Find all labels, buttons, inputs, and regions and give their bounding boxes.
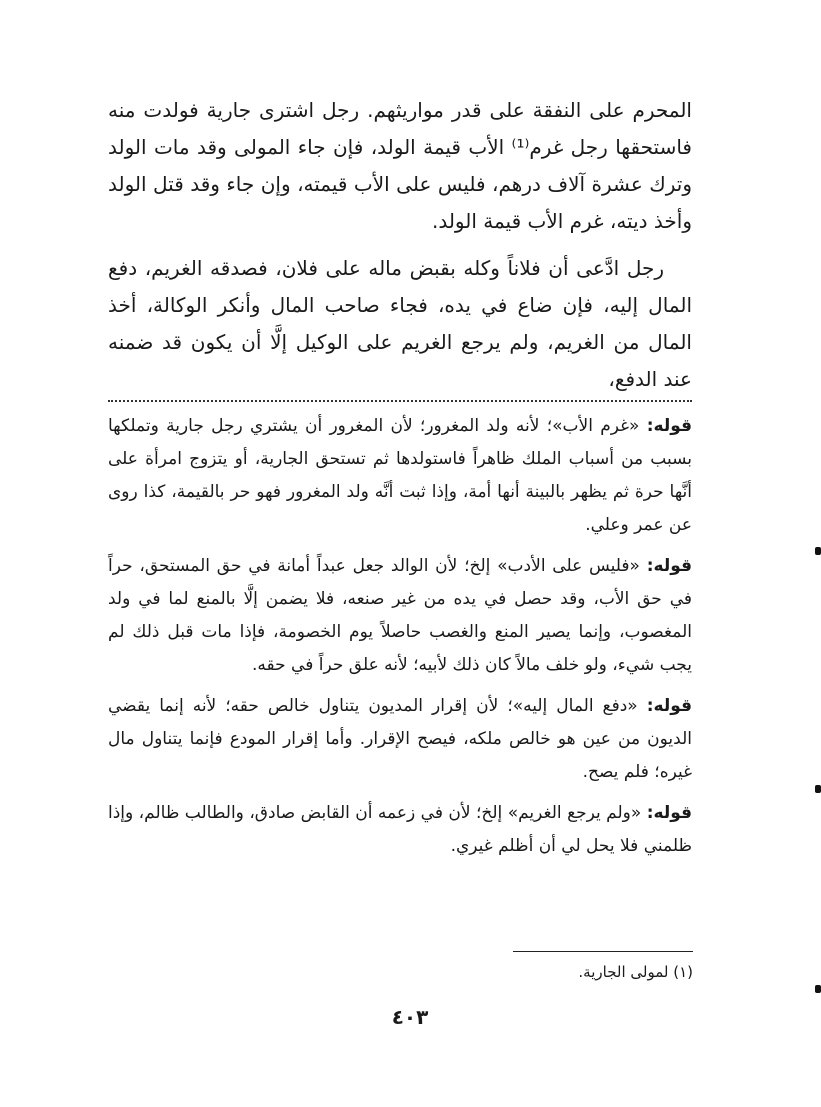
commentary-text: «ولم يرجع الغريم» إلخ؛ لأن في زعمه أن القابض صادق، والطالب ظالم، وإذا ظلمني فلا يحل لي أن أظلم غيري.	[108, 803, 692, 856]
main-paragraph-2: رجل ادَّعى أن فلاناً وكله بقبض ماله على فلان، فصدقه الغريم، دفع المال إليه، فإن ضاع في يده، فجاء صاحب المال وأنكر الوكالة، أخذ المال من الغريم، ولم يرجع الغريم على الوكيل إلَّا أن يكون قد ضمنه عند الدفع،	[108, 256, 692, 391]
commentary-label: قوله:	[646, 696, 692, 716]
commentary-text: «فليس على الأدب» إلخ؛ لأن الوالد جعل عبداً أمانة في حق المستحق، حراً في حق الأب، وقد حصل في يده من غير صنعه، فلا يضمن إلَّا بالمنع لما في ولد المغصوب، وإنما يصير المنع والغصب حاصلاً يوم الخصومة، فإذا مات قبل ذلك لم يجب شيء، ولو خلف مالاً كان ذلك لأبيه؛ لأنه علق حراً في حقه.	[108, 556, 692, 675]
commentary-label: قوله:	[646, 556, 693, 576]
main-paragraph-1: المحرم على النفقة على قدر مواريثهم. رجل اشترى جارية فولدت منه فاستحقها رجل غرم⁽¹⁾ الأب قيمة الولد، فإن جاء المولى وقد مات الولد وترك عشرة آلاف درهم، فليس على الأب قيمته، وإن جاء وقد قتل الولد وأخذ ديته، غرم الأب قيمة الولد.	[108, 98, 692, 233]
commentary-paragraph-3	[108, 690, 692, 789]
dotted-separator	[108, 400, 692, 402]
scan-edge-mark	[815, 985, 821, 993]
commentary-text: «غرم الأب»؛ لأنه ولد المغرور؛ لأن المغرور أن يشتري رجل جارية وتملكها بسبب من أسباب الملك ظاهراً فاستولدها ثم تستحق الجارية، أو يتزوج امرأة على أنَّها حرة ثم يظهر بالبينة أنها أمة، وإذا ثبت أنَّه ولد المغرور فهو حر بالقيمة، كذا روى عن عمر وعلي.	[108, 416, 692, 535]
commentary-paragraph-2	[108, 550, 692, 682]
page-number: ٤٠٣	[391, 1005, 429, 1029]
scan-edge-mark	[815, 547, 821, 555]
commentary-paragraph-1	[108, 410, 692, 542]
main-text	[108, 92, 692, 408]
scan-edge-mark	[815, 785, 821, 793]
commentary-text: «دفع المال إليه»؛ لأن إقرار المديون يتناول خالص حقه؛ لأنه إنما يقضي الديون من عين هو خالص ملكه، فيصح الإقرار. وأما إقرار المودع فإنما يتناول مال غيره؛ فلم يصح.	[108, 696, 692, 782]
footnote-rule	[513, 951, 693, 952]
commentary-section	[108, 410, 692, 871]
commentary-label: قوله:	[646, 803, 692, 823]
commentary-label: قوله:	[646, 416, 692, 436]
commentary-paragraph-4	[108, 797, 692, 863]
footnote: (١) لمولى الجارية.	[578, 963, 693, 981]
